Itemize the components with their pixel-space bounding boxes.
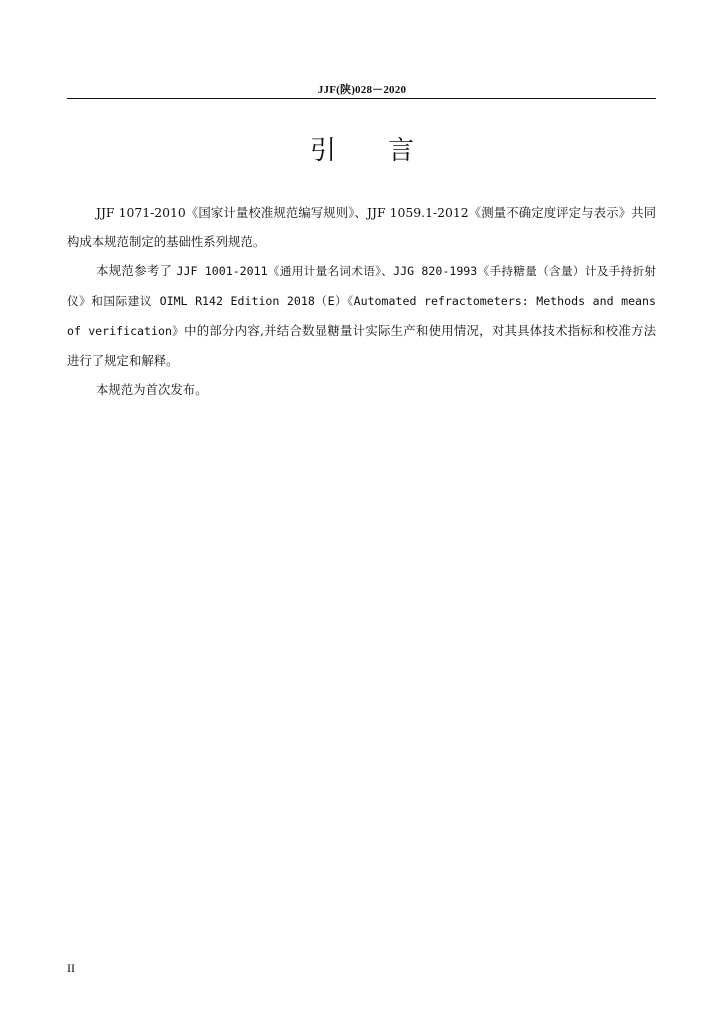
paragraph-normative-references: JJF 1071-2010《国家计量校准规范编写规则》、JJF 1059.1-2012《测量不确定度评定与表示》共同构成本规范制定的基础性系列规范。 (67, 205, 656, 249)
header-divider-line (67, 98, 656, 99)
page-number: II (67, 961, 75, 975)
paragraph-reference-documents (67, 256, 656, 375)
page-title-second-char: 言 (388, 136, 415, 166)
paragraph-first-release: 本规范为首次发布。 (96, 382, 208, 397)
paragraph-reference-lead: 本规范参考了 (96, 263, 177, 278)
page-title (0, 130, 724, 167)
paragraph-reference-standards: JJF 1001-2011《通用计量名词术语》、JJG 820-1993《手持糖量（含量）计及手持折射仪》和国际建议 OIML R142 Edition 2018（E）《Automated refractometers: Methods and means of verification》 (67, 264, 656, 338)
document-code-header: JJF(陕)028－2020 (317, 84, 407, 96)
paragraph-reference-tail: 中的部分内容,并结合数显糖量计实际生产和使用情况，对其具体技术指标和校准方法进行了规定和解释。 (67, 323, 656, 368)
introduction-body (67, 198, 656, 404)
page-title-first-char: 引 (310, 136, 337, 166)
